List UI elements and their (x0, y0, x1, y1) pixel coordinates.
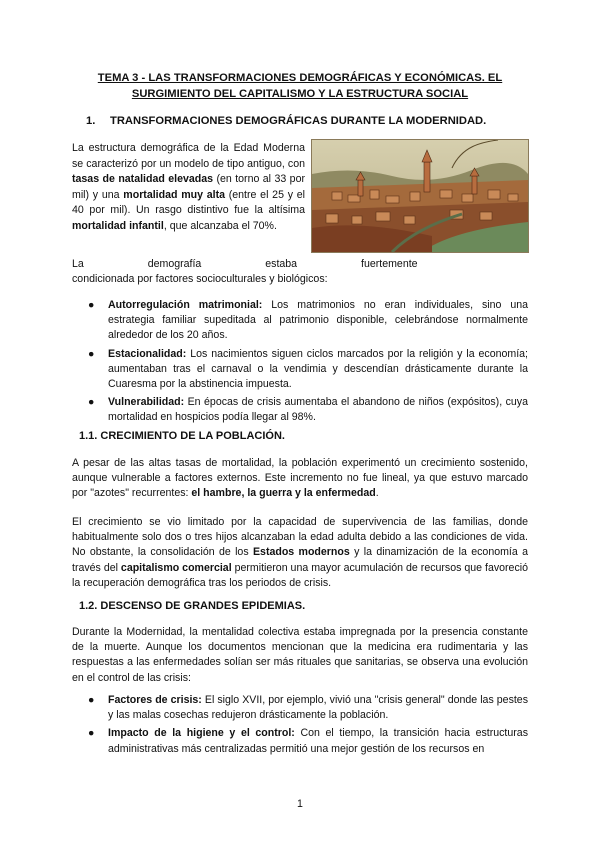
para-epidemias: Durante la Modernidad, la mentalidad colectiva estaba impregnada por la presencia constante de la muerte. Aunque los documentos mencionan que la medicina era rudimentaria y las respuestas a las enfermedades solían ser más rituales que sanitarias, se observa una evolución en el control de las crisis: (72, 626, 528, 684)
bullet-dot-icon: ● (88, 396, 95, 409)
list-item-text: Los nacimientos siguen ciclos marcados por la religión y la economía; aumentaban tras el carnaval o la vendimia y descendían drásticamente durante la Cuaresma por la abstinencia impuesta. (108, 347, 528, 391)
section-1-number: 1. (86, 115, 96, 127)
bullet-list-crisis (86, 693, 528, 760)
list-item-label: Estacionalidad: (108, 347, 187, 360)
list-item-label: Factores de crisis: (108, 694, 202, 706)
bullet-dot-icon: ● (88, 299, 95, 311)
title-line-1: TEMA 3 - LAS TRANSFORMACIONES DEMOGRÁFICAS Y ECONÓMICAS. EL (97, 72, 503, 84)
para-demografia-line-2: condicionada por factores socioculturales y biológicos: (72, 273, 328, 286)
list-item-text: El siglo XVII, por ejemplo, vivió una "crisis general" donde las pestes y las malas cosechas redujeron drásticamente la población. (108, 694, 528, 722)
intro-bold-2: mortalidad muy alta (123, 188, 225, 201)
para-text: y la dinamización de la economía a través del (72, 546, 529, 574)
intro-bold-3: mortalidad infantil (72, 219, 164, 232)
para-bold: capitalismo comercial (120, 561, 232, 574)
list-item-text: En épocas de crisis aumentaba el abandono de niños (expósitos), cuya mortalidad en hospicios podía llegar al 98%. (108, 396, 528, 424)
para-text: permitieron una mayor acumulación de recursos que favoreció la recuperación demográfica tras los periodos de crisis. (72, 561, 528, 589)
list-item (86, 726, 528, 756)
intro-text-3: (entre el 25 y el 40 por mil). Un rasgo distintivo fue la altísima (72, 188, 306, 217)
para-bold: el hambre, la guerra y la enfermedad (191, 487, 376, 500)
list-item (86, 347, 528, 393)
bullet-dot-icon: ● (88, 694, 95, 706)
list-item (86, 298, 528, 344)
intro-text-2: (en torno al 33 por mil) y una (72, 173, 305, 201)
section-1-2-heading: 1.2. DESCENSO DE GRANDES EPIDEMIAS. (79, 600, 306, 612)
list-item-label: Impacto de la higiene y el control: (108, 727, 295, 740)
para-text: . (375, 487, 379, 500)
document-title (60, 70, 540, 102)
para-bold: Estados modernos (252, 546, 350, 559)
para-demografia (72, 257, 528, 287)
list-item (86, 693, 528, 723)
para-demografia-line-1: La demografía estaba fuertemente (72, 258, 418, 270)
page-number: 1 (297, 798, 303, 810)
list-item (86, 395, 528, 425)
list-item-label: Autorregulación matrimonial: (108, 299, 263, 311)
section-1-heading (86, 113, 486, 129)
bullet-list-factores (86, 298, 528, 429)
section-1-1-heading: 1.1. CRECIMIENTO DE LA POBLACIÓN. (79, 430, 285, 442)
list-item-text: Con el tiempo, la transición hacia estructuras administrativas más centralizadas permitió una mejor gestión de los recursos en (108, 727, 528, 755)
list-item-text: Los matrimonios no eran individuales, sino una estrategia familiar supeditada al patrimonio disponible, celebrándose normalmente alrededor de los 20 años. (108, 299, 529, 342)
intro-paragraph (72, 141, 305, 235)
title-line-2: SURGIMIENTO DEL CAPITALISMO Y LA ESTRUCTURA SOCIAL (131, 88, 469, 100)
historic-city-illustration (311, 139, 529, 253)
section-1-title: TRANSFORMACIONES DEMOGRÁFICAS DURANTE LA MODERNIDAD. (110, 115, 487, 127)
intro-text-4: , que alcanzaba el 70%. (163, 219, 277, 232)
para-text: El crecimiento se vio limitado por la capacidad de supervivencia de las familias, donde habitualmente solo dos o tres hijos alcanzaban la edad adulta debido a las condiciones de vida. No obstante, la consolidación de los (72, 516, 528, 559)
para-text: A pesar de las altas tasas de mortalidad, la población experimentó un crecimiento sostenido, aunque vulnerable a factores externos. Este incremento no fue lineal, ya que estuvo marcado por "azotes" recurrentes: (72, 457, 528, 500)
bullet-dot-icon: ● (88, 347, 95, 360)
para-crecimiento-2 (72, 515, 528, 591)
para-crecimiento-1 (72, 456, 528, 502)
bullet-dot-icon: ● (88, 727, 95, 740)
list-item-label: Vulnerabilidad: (108, 396, 185, 409)
intro-bold-1: tasas de natalidad elevadas (72, 173, 214, 186)
intro-text-1: La estructura demográfica de la Edad Moderna se caracterizó por un modelo de tipo antiguo, con (72, 142, 305, 170)
